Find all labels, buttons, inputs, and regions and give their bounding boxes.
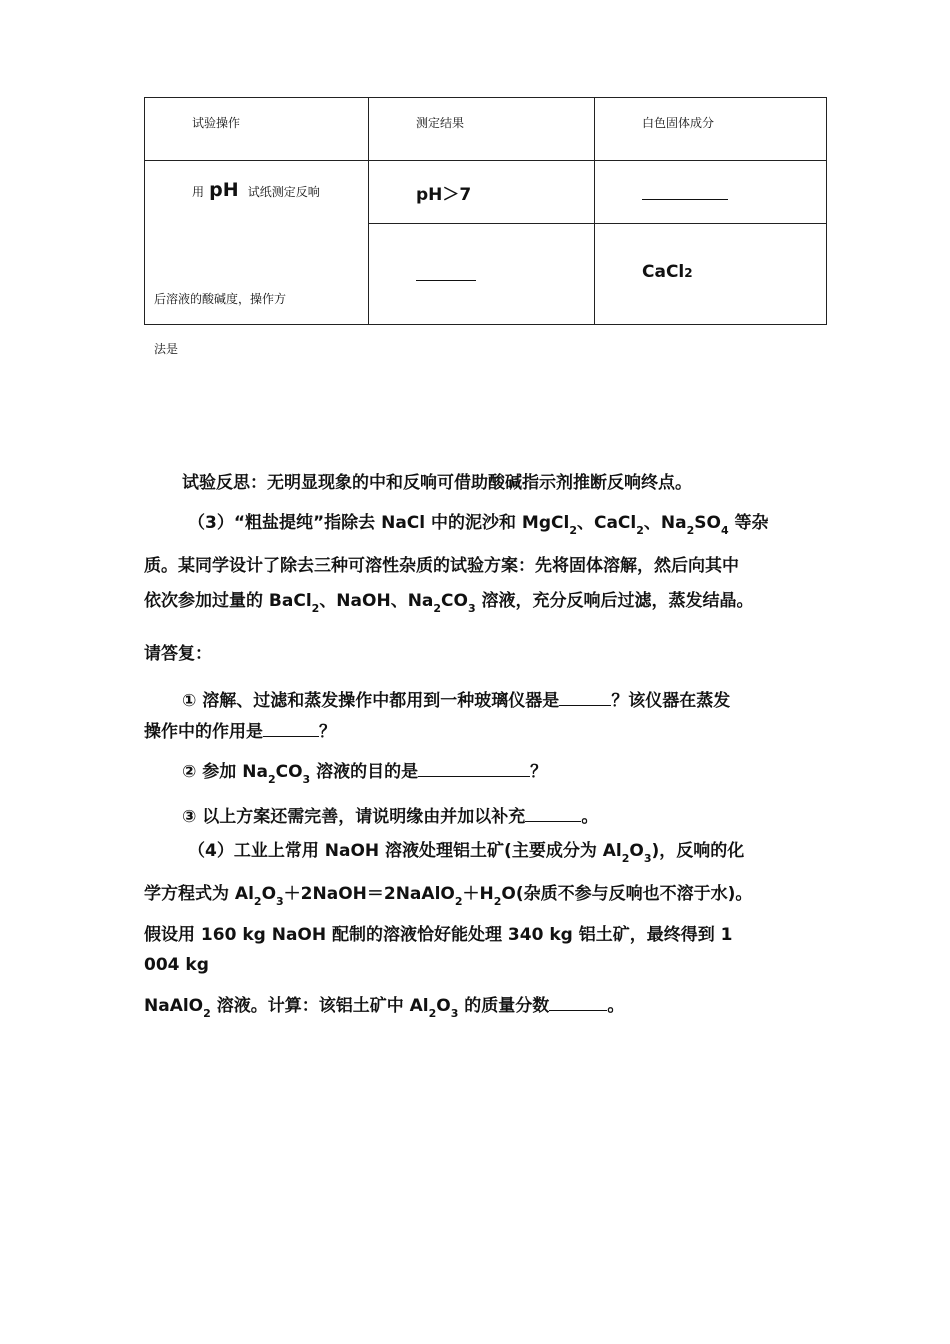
header-cell-result <box>369 98 595 161</box>
q4-line5: NaAlO$_2$ 溶液。计算：该铝土矿中 $Al_2O_3$ 的质量分数 。 <box>144 996 625 1020</box>
q4-line4: 004 kg <box>144 955 209 975</box>
header-operation: 试验操作 <box>192 116 241 130</box>
op-line3: 法是 <box>154 342 179 356</box>
header-cell-operation <box>145 98 369 161</box>
q3-line3: 依次参加过量的 BaCl$_2$、NaOH、$Na_2CO_3$ 溶液，充分反响后过滤，蒸发结晶。 <box>144 591 754 615</box>
sub-question-1-line2: 操作中的作用是 ？ <box>144 722 336 742</box>
sub-question-3: ③ 以上方案还需完善，请说明缘由并加以补充 。 <box>182 807 599 827</box>
answer-prompt: 请答复： <box>144 644 212 664</box>
header-result: 测定结果 <box>416 116 465 130</box>
q4-line3: 假设用 160 kg NaOH 配制的溶液恰好能处理 340 kg 铝土矿，最终得到 1 <box>144 925 733 945</box>
q4-line1: （4）工业上常用 NaOH 溶液处理铝土矿(主要成分为 $Al_2O_3$)，反响的化 <box>188 841 745 865</box>
sub-question-2: ② 参加 $Na_2CO_3$ 溶液的目的是 ？ <box>182 762 548 786</box>
component-cell-2 <box>595 224 827 325</box>
reflection-line: 试验反思：无明显现象的中和反响可借助酸碱指示剂推断反响终点。 <box>182 473 692 493</box>
op-line1-rest: 试纸测定反响 <box>247 185 320 199</box>
header-cell-component <box>595 98 827 161</box>
result-cell-1 <box>369 161 595 224</box>
operation-cell <box>145 161 369 356</box>
component-blank <box>642 198 728 200</box>
q3-line2: 质。某同学设计了除去三种可溶性杂质的试验方案：先将固体溶解，然后向其中 <box>144 556 739 576</box>
sub-question-1: ① 溶解、过滤和蒸发操作中都用到一种玻璃仪器是 ？该仪器在蒸发 <box>182 691 731 711</box>
blank-4 <box>549 995 607 1011</box>
q4-line2: 学方程式为 $Al_2O_3+2NaOH=2NaAlO_2+H_2O$(杂质不参与反响也不溶于水)。 <box>144 884 753 908</box>
q3-line1: （3）“粗盐提纯”指除去 NaCl 中的泥沙和 MgCl$_2$、CaCl$_2$、$Na_2SO_4$ 等杂 <box>188 513 769 537</box>
component-cell-1 <box>595 161 827 224</box>
blank-3 <box>525 806 581 822</box>
blank-1b <box>263 721 319 737</box>
op-line2: 后溶液的酸碱度，操作方 <box>154 292 287 306</box>
op-prefix: 用 <box>192 185 205 199</box>
blank-1a <box>559 690 611 706</box>
result-blank <box>416 279 476 281</box>
result-ph: pH＞7 <box>416 185 472 205</box>
component-cacl2: CaCl2 <box>642 262 693 282</box>
experiment-table <box>144 97 827 356</box>
header-component: 白色固体成分 <box>642 116 715 130</box>
blank-2 <box>418 761 530 777</box>
op-ph: pH <box>209 179 239 201</box>
result-cell-2 <box>369 224 595 325</box>
